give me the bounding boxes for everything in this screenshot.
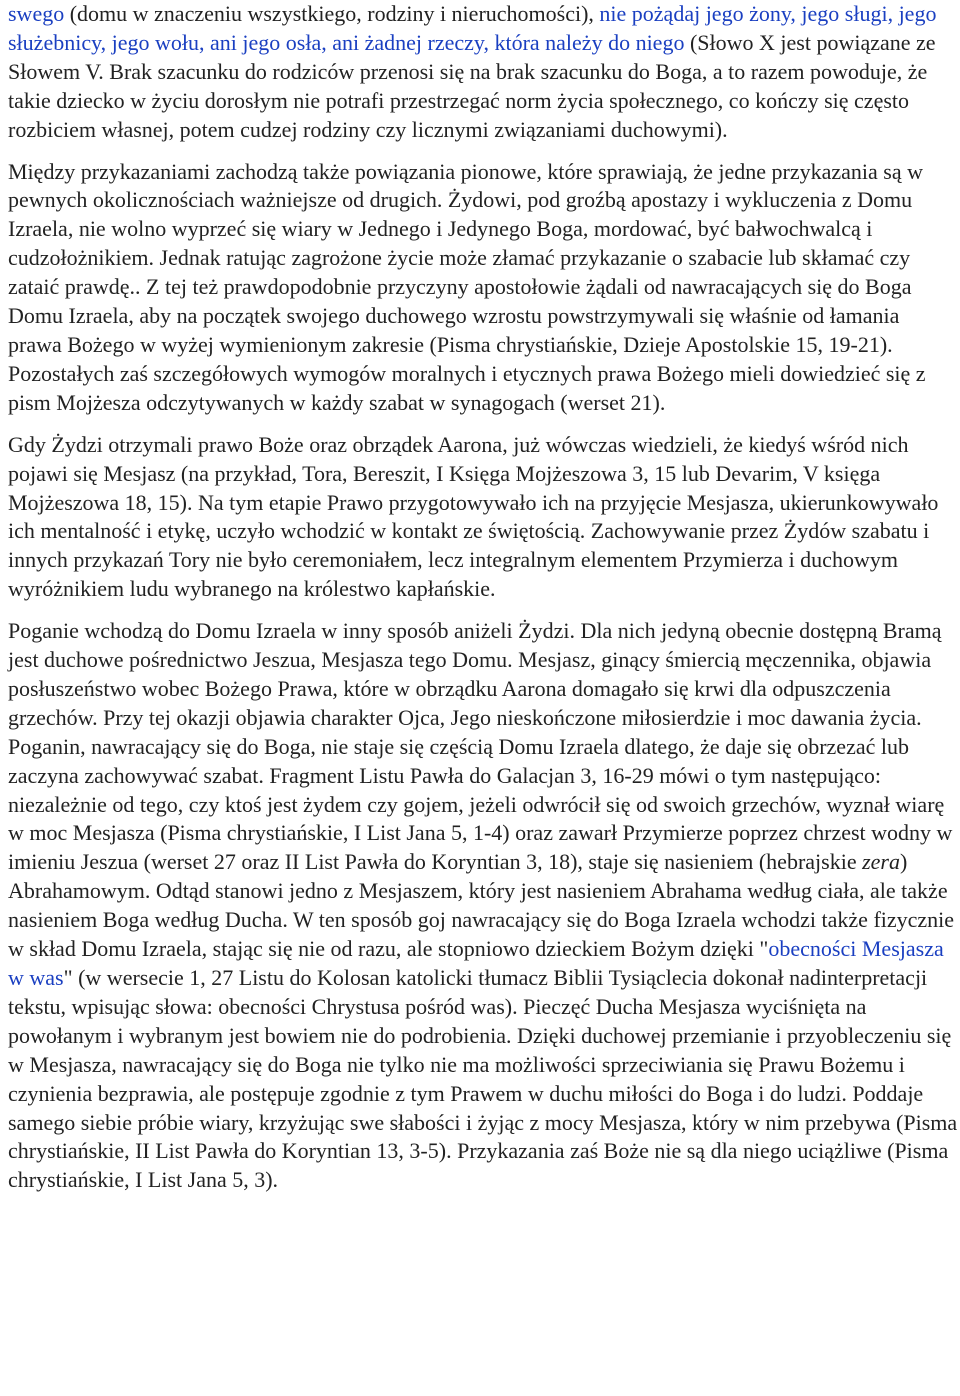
paragraph <box>8 617 958 1195</box>
hyperlink-text[interactable]: nie pożądaj jego żony, jego sługi, jego służebnicy, jego wołu, ani jego osła, ani żadnej rzeczy, która należy do niego <box>8 1 937 55</box>
hyperlink-text[interactable]: swego <box>8 1 65 26</box>
paragraph-text: Między przykazaniami zachodzą także powiązania pionowe, które sprawiają, że jedne przykazania są w pewnych okolicznościach ważniejsze od drugich. Żydowi, pod groźbą apostazy i wykluczenia z Domu Izraela, nie wolno wyprzeć się wiary w Jednego i Jedynego Boga, mordować, być bałwochwalcą i cudzołożnikiem. Jednak ratując zagrożone życie może złamać przykazanie o szabacie lub skłamać czy zataić prawdę.. Z tej też prawdopodobnie przyczyny apostołowie żądali od nawracających się do Boga Domu Izraela, aby na początek swojego duchowego wzrostu powstrzymywali się właśnie od łamania prawa Bożego w wyżej wymienionym zakresie (Pisma chrystiańskie, Dzieje Apostolskie 15, 19-21). Pozostałych zaś szczegółowych wymogów moralnych i etycznych prawa Bożego mieli dowiedzieć się z pism Mojżesza odczytywanych w każdy szabat w synagogach (werset 21). <box>8 158 926 415</box>
paragraph <box>8 0 958 145</box>
paragraph-text: Poganie wchodzą do Domu Izraela w inny sposób aniżeli Żydzi. Dla nich jedyną obecnie dostępną Bramą jest duchowe pośrednictwo Jeszua, Mesjasza tego Domu. Mesjasz, ginący śmiercią męczennika, objawia posłuszeństwo wobec Bożego Prawa, które w obrządku Aarona domagało się krwi dla odpuszczenia grzechów. Przy tej okazji objawia charakter Ojca, Jego nieskończone miłosierdzie i moc dawania życia. Poganin, nawracający się do Boga, nie staje się częścią Domu Izraela dlatego, że daje się obrzezać lub zaczyna zachowywać szabat. Fragment Listu Pawła do Galacjan 3, 16-29 mówi o tym następująco: niezależnie od tego, czy ktoś jest żydem czy gojem, jeżeli odwrócił się od swoich grzechów, wyznał wiarę w moc Mesjasza (Pisma chrystiańskie, I List Jana 5, 1-4) oraz zawarł Przymierze poprzez chrzest wodny w imieniu Jeszua (werset 27 oraz II List Pawła do Koryntian 3, 18), staje się nasieniem (hebrajskie <box>8 618 953 875</box>
paragraph <box>8 158 958 418</box>
italic-term: zera <box>862 849 900 875</box>
paragraph-text: Gdy Żydzi otrzymali prawo Boże oraz obrządek Aarona, już wówczas wiedzieli, że kiedyś wśród nich pojawi się Mesjasz (na przykład, Tora, Bereszit, I Księga Mojżeszowa 3, 15 lub Devarim, V księga Mojżeszowa 18, 15). Na tym etapie Prawo przygotowywało ich na przyjęcie Mesjasza, ukierunkowywało ich mentalność i etykę, uczyło wchodzić w kontakt ze świętością. Zachowywanie przez Żydów szabatu i innych przykazań Tory nie było ceremoniałem, lecz integralnym elementem Przymierza i duchowym wyróżnikiem ludu wybranego na królestwo kapłańskie. <box>8 431 939 602</box>
paragraph-text: (domu w znaczeniu wszystkiego, rodziny i nieruchomości), <box>64 1 600 26</box>
document-body <box>8 0 958 1195</box>
paragraph <box>8 431 958 604</box>
paragraph-text: " (w wersecie 1, 27 Listu do Kolosan katolicki tłumacz Biblii Tysiąclecia dokonał nadinterpretacji tekstu, wpisując słowa: obecności Chrystusa pośród was). Pieczęć Ducha Mesjasza wyciśnięta na powołanym i wybranym jest bowiem nie do podrobienia. Dzięki duchowej przemianie i przyobleczeniu się w Mesjasza, nawracający się do Boga nie tylko nie ma możliwości sprzeciwiania się Prawu Bożemu i czynienia bezprawia, ale postępuje zgodnie z tym Prawem w duchu miłości do Boga i do ludzi. Poddaje samego siebie próbie wiary, krzyżując swe słabości i żyjąc z mocy Mesjasza, który w nim przebywa (Pisma chrystiańskie, II List Pawła do Koryntian 13, 3-5). Przykazania zaś Boże nie są dla niego uciążliwe (Pisma chrystiańskie, I List Jana 5, 3). <box>8 965 958 1193</box>
paragraph-text: ) Abrahamowym. Odtąd stanowi jedno z Mesjaszem, który jest nasieniem Abrahama według ciała, ale także nasieniem Boga według Ducha. W ten sposób goj nawracający się do Boga Izraela wchodzi także fizycznie w skład Domu Izraela, stając się nie od razu, ale stopniowo dzieckiem Bożym dzięki " <box>8 849 955 962</box>
hyperlink-text[interactable]: obecności Mesjasza w was <box>8 936 944 990</box>
paragraph-text: (Słowo X jest powiązane ze Słowem V. Brak szacunku do rodziców przenosi się na brak szacunku do Boga, a to razem powoduje, że takie dziecko w życiu dorosłym nie potrafi przestrzegać norm życia społecznego, co kończy się często rozbiciem własnej, potem cudzej rodziny czy licznymi związaniami duchowymi). <box>8 29 936 142</box>
